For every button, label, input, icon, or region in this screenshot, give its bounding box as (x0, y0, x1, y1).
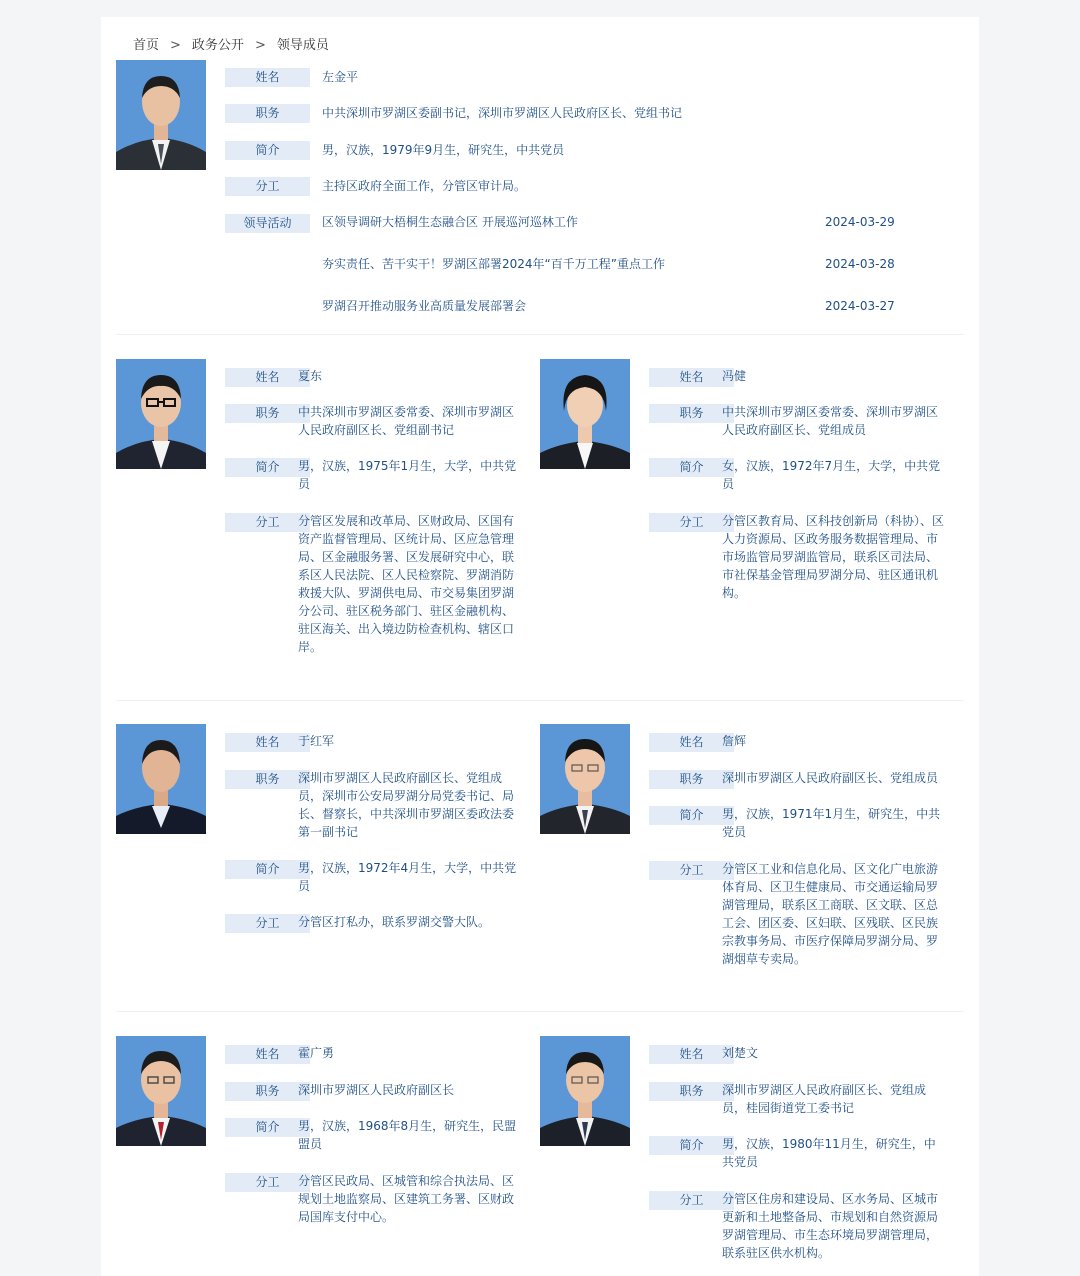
leader-position: 中共深圳市罗湖区委常委、深圳市罗湖区人民政府副区长、党组副书记 (298, 405, 515, 437)
leader-photo (116, 724, 206, 834)
name-label: 姓名 (649, 1045, 734, 1064)
leader-photo (116, 1036, 206, 1146)
leader-duties: 分管区民政局、区城管和综合执法局、区规划土地监察局、区建筑工务署、区财政局国库支付中心。 (298, 1174, 515, 1224)
leader-name: 霍广勇 (298, 1046, 335, 1060)
leader-duties: 分管区教育局、区科技创新局（科协）、区人力资源局、区政务服务数据管理局、市市场监管局罗湖监管局，联系区司法局、市社保基金管理局罗湖分局、驻区通讯机构。 (722, 514, 945, 600)
leader-photo (116, 60, 206, 170)
content-page (101, 17, 979, 1276)
intro-label: 简介 (225, 458, 310, 477)
leader-position: 深圳市罗湖区人民政府副区长、党组成员，深圳市公安局罗湖分局党委书记、局长、督察长，中共深圳市罗湖区委政法委第一副书记 (298, 771, 515, 839)
intro-label: 简介 (649, 458, 734, 477)
activity-link[interactable]: 区领导调研大梧桐生态融合区 开展巡河巡林工作 (322, 215, 578, 229)
leader-name: 左金平 (322, 70, 359, 84)
duties-label: 分工 (649, 513, 734, 532)
intro-label: 简介 (225, 141, 310, 160)
leader-duties: 分管区发展和改革局、区财政局、区国有资产监督管理局、区统计局、区应急管理局、区金融服务署、区发展研究中心，联系区人民法院、区人民检察院、罗湖消防救援大队、罗湖供电局、市交易集团罗湖分公司、驻区税务部门、驻区金融机构、驻区海关、出入境边防检查机构、辖区口岸。 (298, 514, 515, 654)
intro-label: 简介 (225, 1118, 310, 1137)
duties-label: 分工 (649, 1191, 734, 1210)
leader-intro: 男，汉族，1975年1月生，大学，中共党员 (298, 459, 517, 491)
leader-position: 深圳市罗湖区人民政府副区长、党组成员 (722, 771, 939, 785)
intro-label: 简介 (225, 860, 310, 879)
leader-duties: 分管区住房和建设局、区水务局、区城市更新和土地整备局、市规划和自然资源局罗湖管理局、市生态环境局罗湖管理局，联系驻区供水机构。 (722, 1192, 939, 1260)
leader-photo (540, 724, 630, 834)
breadcrumb-separator: > (170, 38, 181, 53)
position-label: 职务 (225, 104, 310, 123)
leader-position: 中共深圳市罗湖区委常委、深圳市罗湖区人民政府副区长、党组成员 (722, 405, 939, 437)
leader-name: 冯健 (722, 369, 747, 383)
leader-photo (540, 1036, 630, 1146)
leader-name: 詹辉 (722, 734, 747, 748)
leader-name: 夏东 (298, 369, 323, 383)
activity-date: 2024-03-28 (825, 257, 895, 271)
name-label: 姓名 (225, 68, 310, 87)
leader-intro: 男，汉族，1972年4月生，大学，中共党员 (298, 861, 517, 893)
duties-label: 分工 (225, 1173, 310, 1192)
name-label: 姓名 (225, 733, 310, 752)
leader-intro: 女，汉族，1972年7月生，大学，中共党员 (722, 459, 941, 491)
name-label: 姓名 (225, 368, 310, 387)
breadcrumb (133, 34, 329, 53)
activity-date: 2024-03-27 (825, 299, 895, 313)
position-label: 职务 (225, 404, 310, 423)
breadcrumb-current: 领导成员 (276, 38, 329, 53)
activities-label: 领导活动 (225, 214, 310, 233)
activity-date: 2024-03-29 (825, 215, 895, 229)
duties-label: 分工 (225, 177, 310, 196)
leader-duties: 分管区工业和信息化局、区文化广电旅游体育局、区卫生健康局、市交通运输局罗湖管理局，联系区工商联、区文联、区总工会、团区委、区妇联、区残联、区民族宗教事务局、市医疗保障局罗湖分局、罗湖烟草专卖局。 (722, 862, 939, 966)
leader-duties: 分管区打私办，联系罗湖交警大队。 (298, 915, 491, 929)
leader-name: 于红军 (298, 734, 335, 748)
leader-intro: 男，汉族，1980年11月生，研究生，中共党员 (722, 1137, 936, 1169)
leader-intro: 男，汉族，1979年9月生，研究生，中共党员 (322, 143, 565, 157)
activity-link[interactable]: 罗湖召开推动服务业高质量发展部署会 (322, 299, 527, 313)
leader-photo (116, 359, 206, 469)
leader-intro: 男，汉族，1971年1月生，研究生，中共党员 (722, 807, 941, 839)
name-label: 姓名 (649, 368, 734, 387)
leader-duties: 主持区政府全面工作，分管区审计局。 (322, 179, 527, 193)
activity-link[interactable]: 夯实责任、苦干实干！罗湖区部署2024年“百千万工程”重点工作 (322, 257, 665, 271)
position-label: 职务 (225, 1082, 310, 1101)
section-divider (116, 1011, 964, 1012)
section-divider (116, 700, 964, 701)
position-label: 职务 (649, 1082, 734, 1101)
leader-position: 深圳市罗湖区人民政府副区长、党组成员，桂园街道党工委书记 (722, 1083, 927, 1115)
leader-name: 刘楚文 (722, 1046, 759, 1060)
intro-label: 简介 (649, 806, 734, 825)
position-label: 职务 (649, 770, 734, 789)
breadcrumb-section-link[interactable]: 政务公开 (191, 38, 244, 53)
breadcrumb-separator: > (254, 38, 266, 53)
intro-label: 简介 (649, 1136, 734, 1155)
duties-label: 分工 (225, 513, 310, 532)
leader-intro: 男，汉族，1968年8月生，研究生，民盟盟员 (298, 1119, 517, 1151)
position-label: 职务 (649, 404, 734, 423)
duties-label: 分工 (225, 914, 310, 933)
duties-label: 分工 (649, 861, 734, 880)
name-label: 姓名 (225, 1045, 310, 1064)
position-label: 职务 (225, 770, 310, 789)
name-label: 姓名 (649, 733, 734, 752)
leader-position: 中共深圳市罗湖区委副书记，深圳市罗湖区人民政府区长、党组书记 (322, 106, 683, 120)
leader-position: 深圳市罗湖区人民政府副区长 (298, 1083, 455, 1097)
breadcrumb-home-link[interactable]: 首页 (133, 38, 160, 53)
leader-photo (540, 359, 630, 469)
section-divider (116, 334, 964, 335)
